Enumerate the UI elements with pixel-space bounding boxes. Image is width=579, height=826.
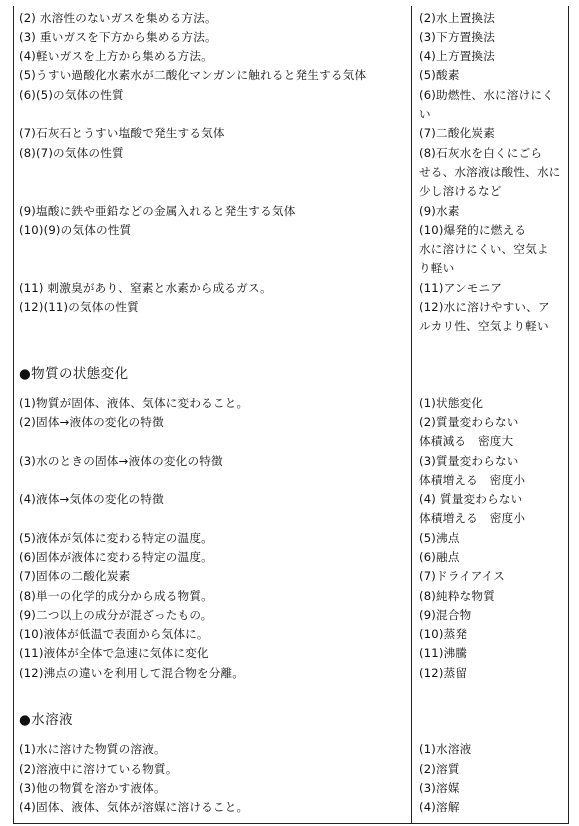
answer-state-8: (8)純粋な物質 <box>419 589 495 603</box>
question-gas-11: (11) 刺激臭があり、窒素と水素から成るガス。 <box>19 281 272 295</box>
answer-state-1: (1)状態変化 <box>419 396 484 410</box>
question-solution-3: (3)他の物質を溶かす液体。 <box>19 781 166 795</box>
question-state-3: (3)水のときの固体→液体の変化の特徴 <box>19 454 223 468</box>
question-state-7: (7)固体の二酸化炭素 <box>19 569 131 583</box>
answer-gas-8-cont2: 少し溶けるなど <box>419 184 502 198</box>
question-gas-2: (2) 水溶性のないガスを集める方法。 <box>19 11 217 25</box>
answer-gas-6-cont: い <box>419 107 431 121</box>
answer-gas-10: (10)爆発的に燃える <box>419 223 527 237</box>
answer-gas-10-cont2: り軽い <box>419 261 455 275</box>
question-state-11: (11)液体が全体で急速に気体に変化 <box>19 646 209 660</box>
answer-state-3-cont: 体積増える 密度小 <box>419 473 526 487</box>
answer-solution-2: (2)溶質 <box>419 762 460 776</box>
answer-state-6: (6)融点 <box>419 550 460 564</box>
answer-gas-12-cont: ルカリ性、空気より軽い <box>419 319 549 333</box>
question-state-2: (2)固体→液体の変化の特徴 <box>19 415 164 429</box>
answer-solution-4: (4)溶解 <box>419 800 460 814</box>
answer-state-12: (12)蒸留 <box>419 666 468 680</box>
question-gas-4: (4)軽いガスを上方から集める方法。 <box>19 49 213 63</box>
column-divider <box>411 6 412 824</box>
answer-gas-6: (6)助燃性、水に溶けにく <box>419 88 554 102</box>
question-gas-3: (3) 重いガスを下方から集める方法。 <box>19 30 217 44</box>
answer-gas-11: (11)アンモニア <box>419 281 503 295</box>
answer-state-11: (11)沸騰 <box>419 646 468 660</box>
answer-state-2: (2)質量変わらない <box>419 415 519 429</box>
question-state-1: (1)物質が固体、液体、気体に変わること。 <box>19 396 249 410</box>
answer-solution-3: (3)溶媒 <box>419 781 460 795</box>
answer-state-9: (9)混合物 <box>419 608 472 622</box>
question-gas-6: (6)(5)の気体の性質 <box>19 88 124 102</box>
answer-gas-3: (3)下方置換法 <box>419 30 495 44</box>
section-heading-state-change: ●物質の状態変化 <box>19 366 129 382</box>
answer-gas-2: (2)水上置換法 <box>419 11 495 25</box>
answer-state-2-cont: 体積減る 密度大 <box>419 434 514 448</box>
answer-state-4-cont: 体積増える 密度小 <box>419 511 526 525</box>
answer-gas-8-cont: せる、水溶液は酸性、水に <box>419 165 561 179</box>
section-heading-solutions: ●水溶液 <box>19 712 73 728</box>
question-solution-4: (4)固体、液体、気体が溶媒に溶けること。 <box>19 800 249 814</box>
answer-state-5: (5)沸点 <box>419 531 460 545</box>
answer-solution-1: (1)水溶液 <box>419 742 472 756</box>
question-gas-12: (12)(11)の気体の性質 <box>19 300 139 314</box>
question-solution-2: (2)溶液中に溶けている物質。 <box>19 762 178 776</box>
question-state-4: (4)液体→気体の変化の特徴 <box>19 492 164 506</box>
answer-gas-12: (12)水に溶けやすい、ア <box>419 300 550 314</box>
answer-state-7: (7)ドライアイス <box>419 569 505 583</box>
question-state-9: (9)二つ以上の成分が混ざったもの。 <box>19 608 213 622</box>
answer-state-3: (3)質量変わらない <box>419 454 519 468</box>
question-state-8: (8)単一の化学的成分から成る物質。 <box>19 589 213 603</box>
question-state-12: (12)沸点の違いを利用して混合物を分離。 <box>19 666 245 680</box>
question-gas-5: (5)うすい過酸化水素水が二酸化マンガンに触れると発生する気体 <box>19 68 367 82</box>
answer-state-4: (4) 質量変わらない <box>419 492 523 506</box>
question-gas-8: (8)(7)の気体の性質 <box>19 146 124 160</box>
answer-gas-7: (7)二酸化炭素 <box>419 126 495 140</box>
answer-gas-5: (5)酸素 <box>419 68 460 82</box>
question-gas-9: (9)塩酸に鉄や亜鉛などの金属入れると発生する気体 <box>19 204 296 218</box>
answer-state-10: (10)蒸発 <box>419 627 468 641</box>
answer-gas-8: (8)石灰水を白くにごら <box>419 146 543 160</box>
question-state-6: (6)固体が液体に変わる特定の温度。 <box>19 550 213 564</box>
question-solution-1: (1)水に溶けた物質の溶液。 <box>19 742 166 756</box>
question-gas-10: (10)(9)の気体の性質 <box>19 223 132 237</box>
question-state-5: (5)液体が気体に変わる特定の温度。 <box>19 531 213 545</box>
answer-gas-10-cont: 水に溶けにくい、空気よ <box>419 242 549 256</box>
answer-gas-9: (9)水素 <box>419 204 460 218</box>
question-state-10: (10)液体が低温で表面から気体に。 <box>19 627 209 641</box>
question-gas-7: (7)石灰石とうすい塩酸で発生する気体 <box>19 126 225 140</box>
answer-gas-4: (4)上方置換法 <box>419 49 495 63</box>
